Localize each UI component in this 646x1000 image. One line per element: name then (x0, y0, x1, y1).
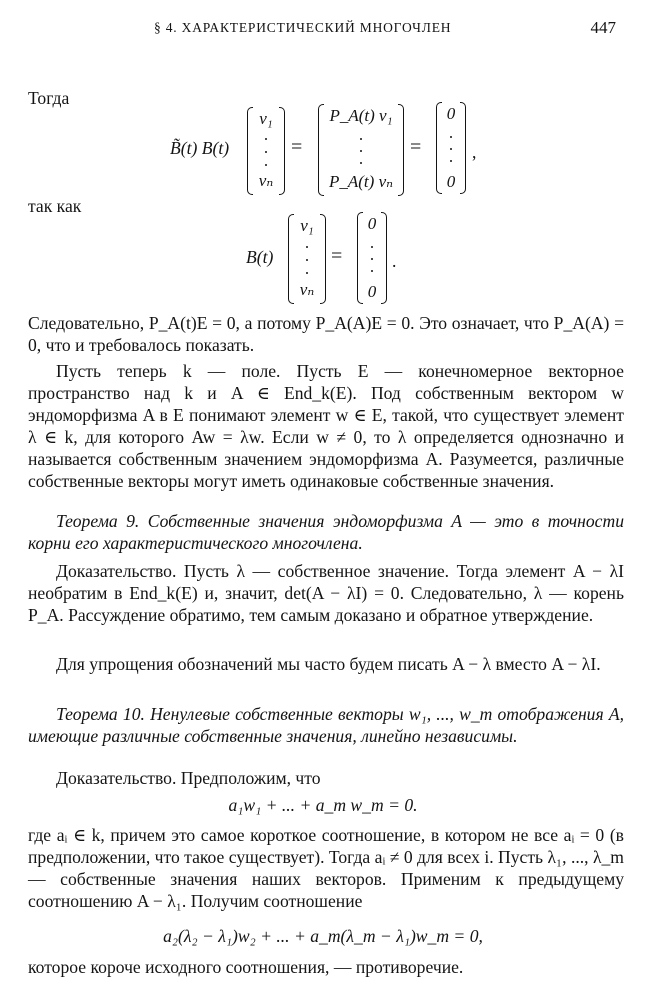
eq1-zero-vector (436, 102, 466, 194)
eq1-vector-p (318, 104, 404, 196)
eq2-intro: так как (28, 196, 82, 216)
paragraph-conclusion: Следовательно, P_A(t)E = 0, а потому P_A(A)E = 0. Это означает, что P_A(A) = 0, что и требовалось показать. (28, 313, 624, 355)
eq1-p-bottom: P_A(t) vₙ (329, 172, 393, 191)
running-header: § 4. ХАРАКТЕРИСТИЧЕСКИЙ МНОГОЧЛЕН (154, 20, 452, 35)
eq1-zero-top: 0 (446, 104, 456, 123)
eq1-lhs: B̃(t) B(t) (170, 138, 230, 158)
eq2-lhs: B(t) (246, 247, 274, 267)
eq1-equals-1: = (291, 136, 303, 158)
eq2-vector-v (288, 214, 326, 304)
eq1-intro: Тогда (28, 88, 70, 108)
equation-3: a₁w₁ + ... + a_m w_m = 0. (228, 795, 418, 815)
eq2-zero-bottom: 0 (367, 282, 377, 301)
eq2-zero-vector (357, 212, 387, 304)
equation-4: a₂(λ₂ − λ₁)w₂ + ... + a_m(λ_m − λ₁)w_m = 0, (163, 926, 483, 946)
paragraph-contradiction: которое короче исходного соотношения, — противоречие. (28, 957, 464, 977)
eq1-comma: , (472, 142, 477, 162)
page-number: 447 (590, 18, 616, 37)
proof-theorem-9: Доказательство. Пусть λ — собственное значение. Тогда элемент A − λI необратим в End_k(E) и, значит, det(A − λI) = 0. Следовательно, λ — корень P_A. Рассуждение обратимо, тем самым доказано и обратное утверждение. (28, 561, 624, 625)
eq2-period: . (392, 251, 397, 271)
eq2-zero-top: 0 (367, 214, 377, 233)
paragraph-shortest-relation: где aᵢ ∈ k, причем это самое короткое соотношение, в котором не все aᵢ = 0 (в предположении, что такое существует). Тогда aᵢ ≠ 0 для всех i. Пусть λ₁, ..., λ_m — собственные значения наших векторов. Применим к предыдущему соотношению A − λ₁. Получим соотношение (28, 825, 624, 911)
theorem-9: Теорема 9. Собственные значения эндоморфизма A — это в точности корни его характеристического многочлена. (28, 511, 624, 553)
proof-theorem-10-intro: Доказательство. Предположим, что (56, 768, 321, 788)
eq1-v1: v₁ (259, 109, 273, 128)
eq2-v1: v₁ (300, 216, 314, 235)
paragraph-eigenvector-definition: Пусть теперь k — поле. Пусть E — конечномерное векторное пространство над k и A ∈ End_k(E). Под собственным вектором w эндоморфизма A в E понимают элемент w ∈ E, такой, что существует элемент λ ∈ k, для которого Aw = λw. Если w ≠ 0, то λ определяется однозначно и называется собственным значением эндоморфизма A. Разумеется, различные собственные векторы могут иметь одинаковые собственные значения. (28, 361, 624, 491)
eq1-equals-2: = (410, 136, 422, 158)
eq1-zero-bottom: 0 (446, 172, 456, 191)
eq2-vn: vₙ (299, 280, 315, 299)
eq2-equals: = (331, 245, 343, 267)
theorem-10: Теорема 10. Ненулевые собственные векторы w₁, ..., w_m отображения A, имеющие различные собственные значения, линейно независимы. (28, 704, 624, 746)
paragraph-notation: Для упрощения обозначений мы часто будем писать A − λ вместо A − λI. (56, 654, 601, 674)
eq1-vector-v (247, 107, 285, 195)
eq1-p-top: P_A(t) v₁ (329, 106, 393, 125)
eq1-vn: vₙ (258, 171, 274, 190)
